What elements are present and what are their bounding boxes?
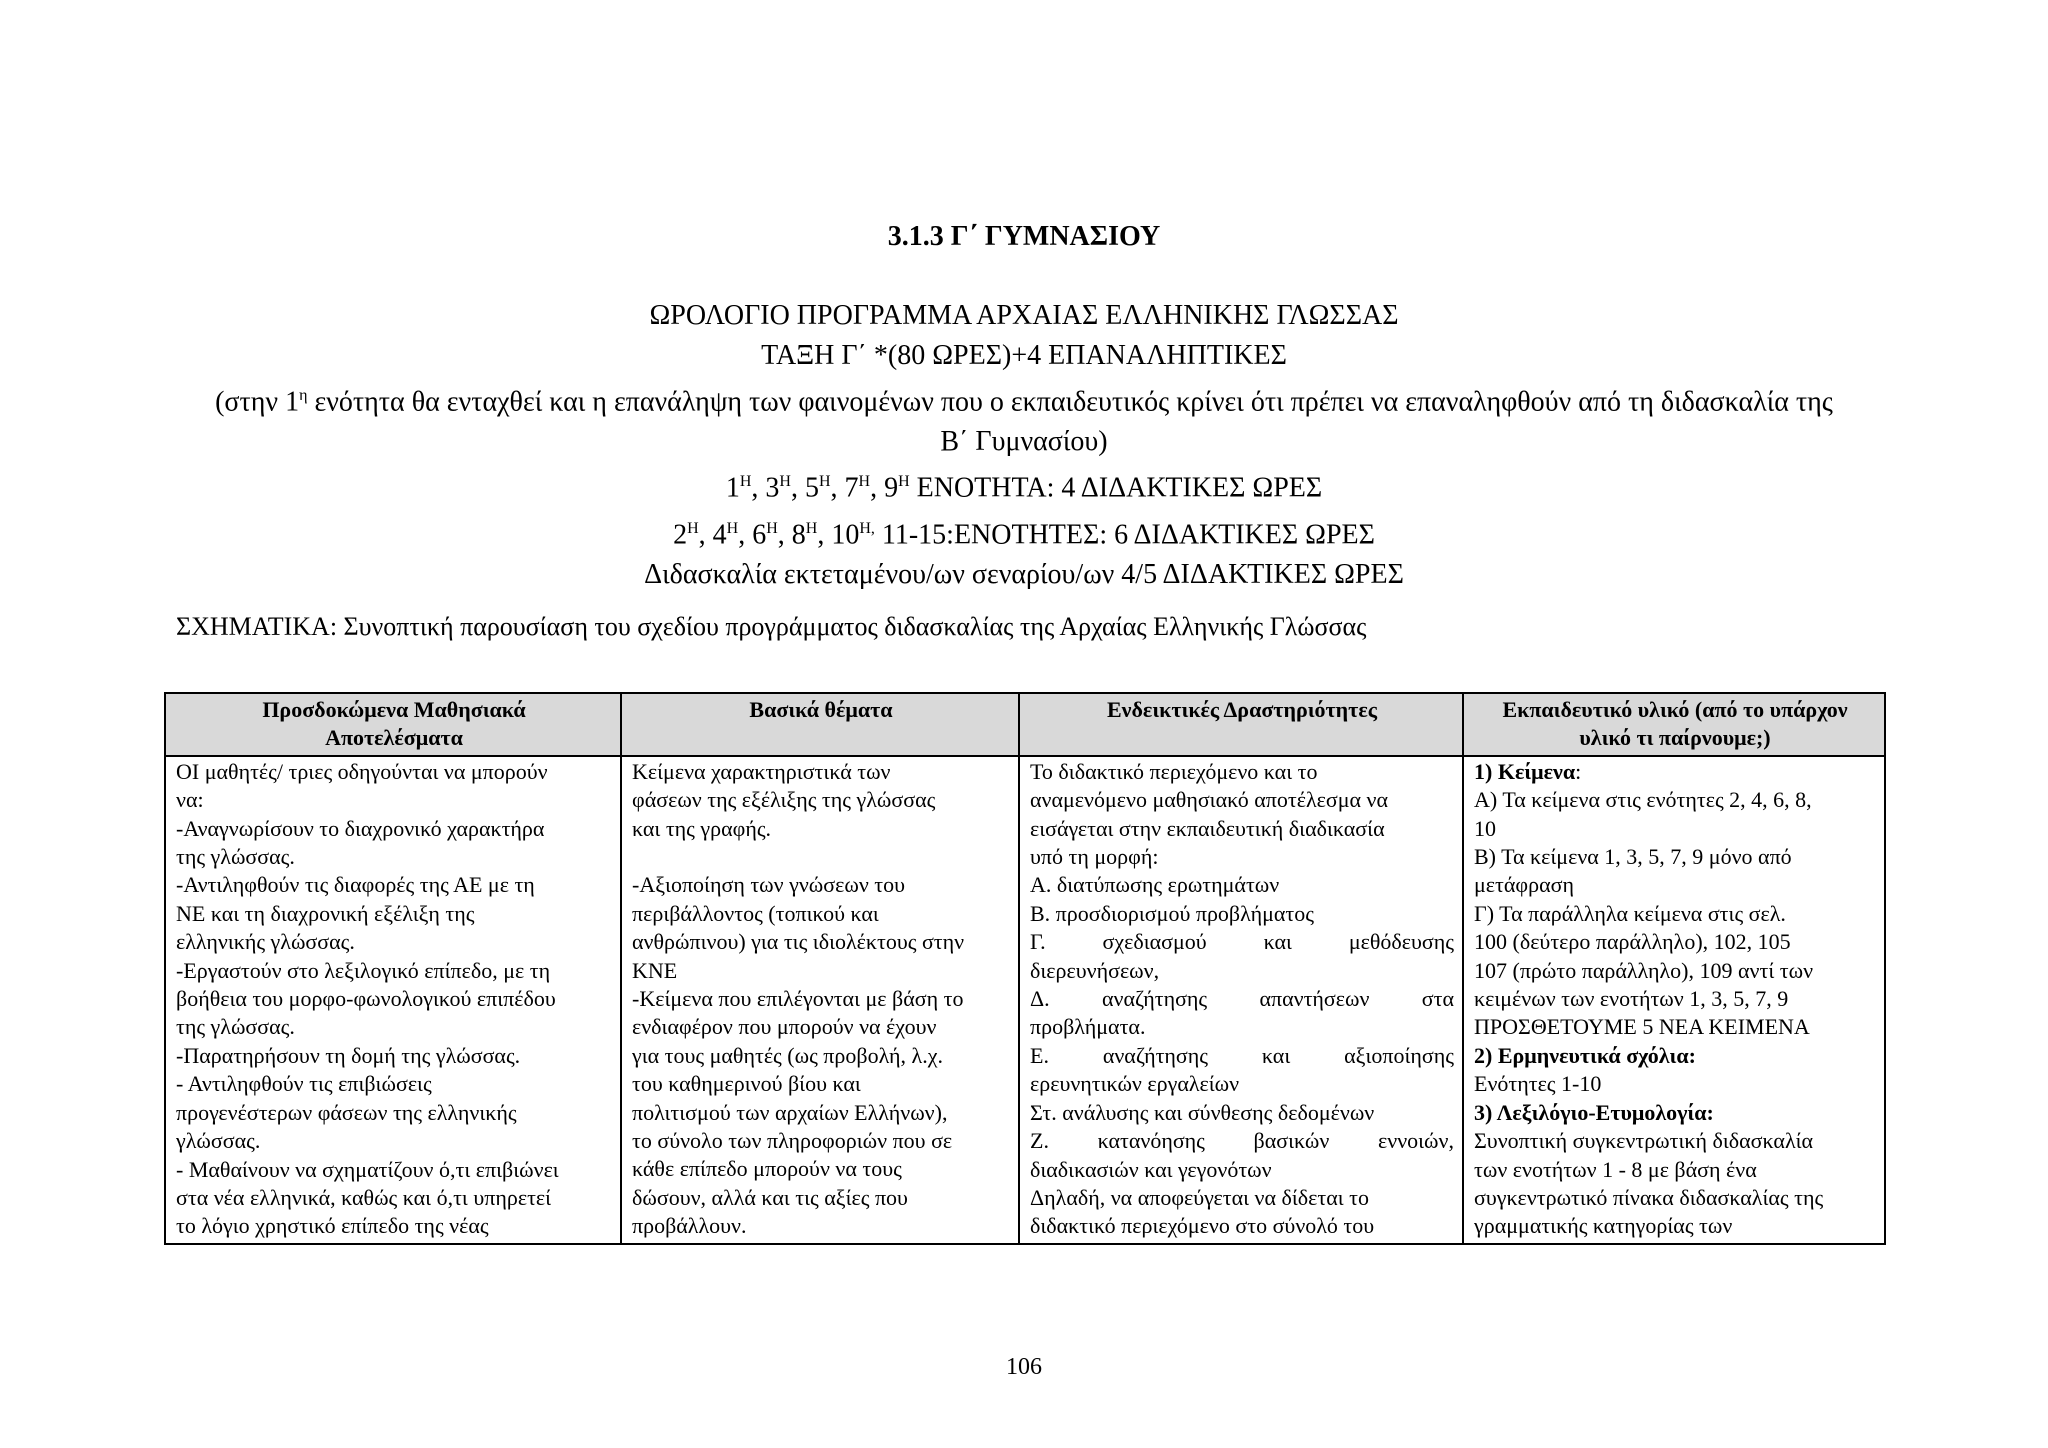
cell-line: το σύνολο των πληροφοριών που σε xyxy=(632,1128,953,1154)
cell-line: το λόγιο χρηστικό επίπεδο της νέας xyxy=(176,1213,489,1239)
cell-line: περιβάλλοντος (τοπικού και xyxy=(632,900,879,926)
cell-line: 3) Λεξιλόγιο-Ετυμολογία: xyxy=(1474,1099,1714,1125)
cell-line: ελληνικής γλώσσας. xyxy=(176,929,355,955)
cell-line: προγενέστερων φάσεων της ελληνικής xyxy=(176,1099,517,1125)
cell-line: Δ. αναζήτησης απαντήσεων στα xyxy=(1030,986,1454,1012)
cell-line: ανθρώπινου) για τις ιδιολέκτους στην xyxy=(632,929,965,955)
cell-line: και της γραφής. xyxy=(632,815,772,841)
cell-line: ερευνητικών εργαλείων xyxy=(1030,1071,1240,1097)
cell-line: για τους μαθητές (ως προβολή, λ.χ. xyxy=(632,1042,943,1068)
cell-line: Ενότητες 1-10 xyxy=(1474,1071,1602,1097)
program-note: (στην $1^\eta$ ενότητα θα ενταχθεί και η επανάληψη των φαινομένων που ο εκπαιδευτικός κρίνει ότι πρέπει να επαναληφθούν από τη διδασκαλία της xyxy=(215,386,1833,418)
table-row xyxy=(165,756,1885,1244)
cell-line: υπό τη μορφή: xyxy=(1030,844,1159,870)
cell-line: φάσεων της εξέλιξης της γλώσσας xyxy=(632,787,936,813)
cell-line: -Εργαστούν στο λεξιλογικό επίπεδο, με τη xyxy=(176,957,551,983)
cell-line: κειμένων των ενοτήτων 1, 3, 5, 7, 9 xyxy=(1474,986,1789,1012)
cell-line: κάθε επίπεδο μπορούν να τους xyxy=(632,1156,902,1182)
cell-line: στα νέα ελληνικά, καθώς και ό,τι υπηρετεί xyxy=(176,1184,552,1210)
cell-line: ενδιαφέρον που μπορούν να έχουν xyxy=(632,1014,937,1040)
cell-line: διερευνήσεων, xyxy=(1030,957,1160,983)
cell-line: Γ) Τα παράλληλα κείμενα στις σελ. xyxy=(1474,900,1786,926)
cell-line: 100 (δεύτερο παράλληλο), 102, 105 xyxy=(1474,929,1791,955)
cell-line: Α. διατύπωσης ερωτημάτων xyxy=(1030,872,1280,898)
program-header xyxy=(160,296,1888,595)
cell-line: διαδικασιών και γεγονότων xyxy=(1030,1156,1272,1182)
cell-line: βοήθεια του μορφο-φωνολογικού επιπέδου xyxy=(176,986,556,1012)
cell-line: - Μαθαίνουν να σχηματίζουν ό,τι επιβιώνει xyxy=(176,1156,559,1182)
cell-line: συγκεντρωτικό πίνακα διδασκαλίας της xyxy=(1474,1184,1824,1210)
odd-units-line: $1^H$, $3^H$, $5^H$, $7^H$, $9^H$ ΕΝΟΤΗΤΑ: 4 ΔΙΔΑΚΤΙΚΕΣ ΩΡΕΣ xyxy=(725,472,1323,504)
basic-topics-cell xyxy=(621,756,1019,1244)
activities-cell xyxy=(1019,756,1463,1244)
program-note-cont: Β΄ Γυμνασίου) xyxy=(940,426,1108,458)
program-title: ΩΡΟΛΟΓΙΟ ΠΡΟΓΡΑΜΜΑ ΑΡΧΑΙΑΣ ΕΛΛΗΝΙΚΗΣ ΓΛΩΣΣΑΣ xyxy=(649,300,1399,331)
cell-line: διδακτικό περιεχόμενο στο σύνολό του xyxy=(1030,1213,1375,1239)
cell-line: 107 (πρώτο παράλληλο), 109 αντί των xyxy=(1474,957,1814,983)
cell-line: Δηλαδή, να αποφεύγεται να δίδεται το xyxy=(1030,1184,1370,1210)
cell-line: - Αντιληφθούν τις επιβιώσεις xyxy=(176,1071,432,1097)
cell-line: Β) Τα κείμενα 1, 3, 5, 7, 9 μόνο από xyxy=(1474,844,1792,870)
cell-line: ΚΝΕ xyxy=(632,957,678,983)
cell-line: 10 xyxy=(1474,815,1496,841)
cell-line: μετάφραση xyxy=(1474,872,1574,898)
header-material: Εκπαιδευτικό υλικό (από το υπάρχον υλικό τι παίρνουμε;) xyxy=(1463,693,1885,756)
section-title: 3.1.3 Γ΄ ΓΥΜΝΑΣΙΟΥ xyxy=(887,221,1161,252)
schematic-caption: ΣΧΗΜΑΤΙΚΑ: Συνοπτική παρουσίαση του σχεδίου προγράμματος διδασκαλίας της Αρχαίας Ελληνικής Γλώσσας xyxy=(176,612,1367,641)
cell-line: Β. προσδιορισμού προβλήματος xyxy=(1030,900,1314,926)
cell-line: Κείμενα χαρακτηριστικά των xyxy=(632,758,891,784)
header-basic-topics: Βασικά θέματα xyxy=(621,693,1019,756)
learning-outcomes-cell xyxy=(165,756,621,1244)
material-cell xyxy=(1463,756,1885,1244)
cell-line: γλώσσας. xyxy=(176,1128,261,1154)
header-activities: Ενδεικτικές Δραστηριότητες xyxy=(1019,693,1463,756)
cell-line: -Αντιληφθούν τις διαφορές της ΑΕ με τη xyxy=(176,872,535,898)
cell-line: 2) Ερμηνευτικά σχόλια: xyxy=(1474,1042,1696,1068)
page-number: 106 xyxy=(1006,1354,1042,1380)
scenario-line: Διδασκαλία εκτεταμένου/ων σεναρίου/ων 4/5 ΔΙΔΑΚΤΙΚΕΣ ΩΡΕΣ xyxy=(644,558,1404,590)
cell-line: των ενοτήτων 1 - 8 με βάση ένα xyxy=(1474,1156,1757,1182)
cell-line: πολιτισμού των αρχαίων Ελλήνων), xyxy=(632,1099,948,1125)
cell-line: Γ. σχεδιασμού και μεθόδευσης xyxy=(1030,929,1454,955)
syllabus-table xyxy=(164,692,1886,1245)
cell-line: ΠΡΟΣΘΕΤΟΥΜΕ 5 ΝΕΑ ΚΕΙΜΕΝΑ xyxy=(1474,1014,1810,1040)
header-learning-outcomes: Προσδοκώμενα Μαθησιακά Αποτελέσματα xyxy=(165,693,621,756)
cell-line: αναμενόμενο μαθησιακό αποτέλεσμα να xyxy=(1030,787,1389,813)
cell-line: Στ. ανάλυσης και σύνθεσης δεδομένων xyxy=(1030,1099,1375,1125)
cell-line: 1) Κείμενα: xyxy=(1474,758,1582,784)
cell-line: της γλώσσας. xyxy=(176,844,295,870)
cell-line xyxy=(632,843,1010,871)
cell-line: γραμματικής κατηγορίας των xyxy=(1474,1213,1733,1239)
cell-line: ΟΙ μαθητές/ τριες οδηγούνται να μπορούν xyxy=(176,758,548,784)
table-header-row xyxy=(165,693,1885,756)
cell-line: -Αναγνωρίσουν το διαχρονικό χαρακτήρα xyxy=(176,815,545,841)
cell-line: προβάλλουν. xyxy=(632,1213,747,1239)
cell-line: Ε. αναζήτησης και αξιοποίησης xyxy=(1030,1042,1454,1068)
cell-line: Συνοπτική συγκεντρωτική διδασκαλία xyxy=(1474,1128,1814,1154)
cell-line: προβλήματα. xyxy=(1030,1014,1146,1040)
cell-line: Ζ. κατανόησης βασικών εννοιών, xyxy=(1030,1128,1454,1154)
cell-line: Α) Τα κείμενα στις ενότητες 2, 4, 6, 8, xyxy=(1474,787,1812,813)
cell-line: ΝΕ και τη διαχρονική εξέλιξη της xyxy=(176,900,475,926)
cell-line: να: xyxy=(176,787,204,813)
cell-line: -Παρατηρήσουν τη δομή της γλώσσας. xyxy=(176,1042,521,1068)
class-hours: ΤΑΞΗ Γ΄ *(80 ΩΡΕΣ)+4 ΕΠΑΝΑΛΗΠΤΙΚΕΣ xyxy=(761,340,1287,371)
cell-line: -Αξιοποίηση των γνώσεων του xyxy=(632,872,906,898)
cell-line: της γλώσσας. xyxy=(176,1014,295,1040)
cell-line: -Κείμενα που επιλέγονται με βάση το xyxy=(632,986,964,1012)
cell-line: του καθημερινού βίου και xyxy=(632,1071,861,1097)
even-units-line: $2^H$, $4^H$, $6^H$, $8^H$, $10^{H,}$ 11-15:ΕΝΟΤΗΤΕΣ: 6 ΔΙΔΑΚΤΙΚΕΣ ΩΡΕΣ xyxy=(673,518,1375,550)
cell-line: δώσουν, αλλά και τις αξίες που xyxy=(632,1184,908,1210)
cell-line: Το διδακτικό περιεχόμενο και το xyxy=(1030,758,1318,784)
cell-line: εισάγεται στην εκπαιδευτική διαδικασία xyxy=(1030,815,1385,841)
